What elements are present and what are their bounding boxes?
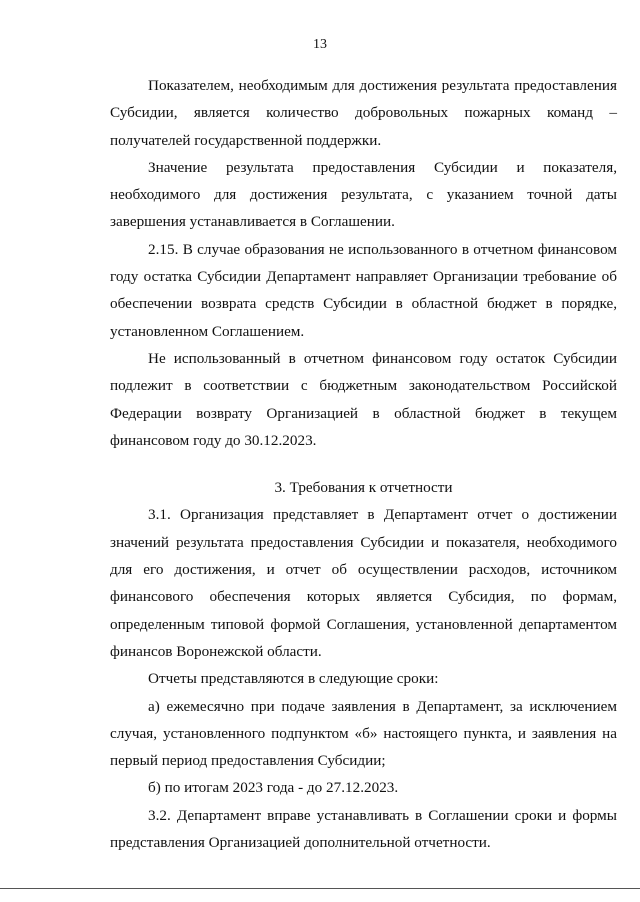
paragraph-3-2: 3.2. Департамент вправе устанавливать в Соглашении сроки и формы представления Организацией дополнительной отчетности. bbox=[110, 806, 617, 852]
paragraph-3-1: 3.1. Организация представляет в Департамент отчет о достижении значений результата предоставления Субсидии и показателя, необходимого для его достижения, и отчет об осуществлении расходов, источником финансового обеспечения которых является Субсидия, по формам, определенным типовой формой Соглашения, установленной департаментом финансов Воронежской области. bbox=[110, 506, 617, 660]
document-body bbox=[110, 72, 617, 856]
paragraph-result-value: Значение результата предоставления Субсидии и показателя, необходимого для достижения результата, с указанием точной даты завершения устанавливается в Соглашении. bbox=[110, 158, 617, 231]
section-spacer bbox=[110, 454, 617, 474]
paragraph-item-b: б) по итогам 2023 года - до 27.12.2023. bbox=[148, 779, 399, 797]
page-bottom-rule bbox=[0, 888, 640, 889]
paragraph-item-a: а) ежемесячно при подаче заявления в Департамент, за исключением случая, установленного подпунктом «б» настоящего пункта, и заявления на первый период предоставления Субсидии; bbox=[110, 697, 617, 770]
paragraph-2-15: 2.15. В случае образования не использованного в отчетном финансовом году остатка Субсидии Департамент направляет Организации требование об обеспечении возврата средств Субсидии в областной бюджет в порядке, установленном Соглашением. bbox=[110, 240, 617, 340]
section-heading: 3. Требования к отчетности bbox=[274, 479, 453, 497]
paragraph-indicator: Показателем, необходимым для достижения результата предоставления Субсидии, является количество добровольных пожарных команд – получателей государственной поддержки. bbox=[110, 77, 617, 149]
paragraph-deadlines: Отчеты представляются в следующие сроки: bbox=[148, 670, 439, 688]
page-number: 13 bbox=[313, 37, 327, 52]
paragraph-unused-balance: Не использованный в отчетном финансовом году остаток Субсидии подлежит в соответствии с бюджетным законодательством Российской Федерации возврату Организацией в областной бюджет в текущем финансовом году до 30.12.2023. bbox=[110, 349, 617, 449]
